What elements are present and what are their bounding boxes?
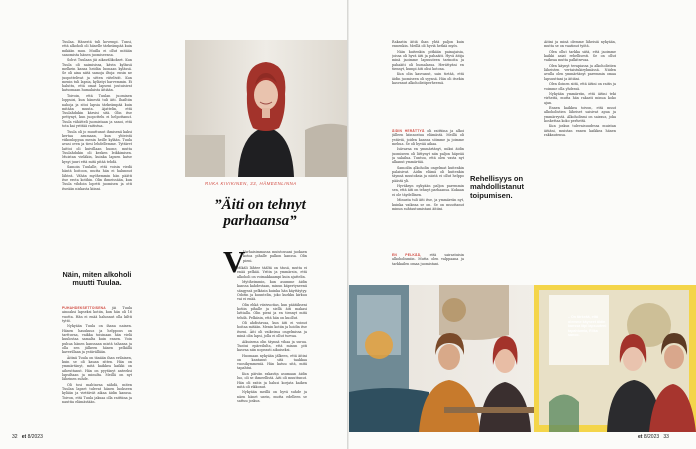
paragraph — [62, 306, 132, 323]
paragraph: Mytiheimmin, kun asumme äidin kanssa kahdestaan, minun käpertyneenä sängyssä pelkäsin kuinka hän käyttäytyy. Odotin ja kuuntelin, joko kurkku kirkuu vai ei enää. — [237, 280, 307, 302]
paragraph: Tuulaa. Hänestä tuli kovempi. Tunsi, että alkoholi oli hänelle tärkeämpää kuin mikään muu. Muilla ei ollut mitään sanomista hänen juomiseensa. — [62, 40, 132, 57]
paragraph: Hyväksyn nykyään paljon paremmin sen, että äiti on tehnyt parhaansa. Kukaan ei ole täydellinen. — [392, 184, 464, 197]
paragraph: Samoin Tuulalle, että voisin viedä häntä hoitoon, mutta hän ei halunnut lähteä. Vähän myöhemmin hän päätti itse erota kotihin. Olin ihmeissään, kun Tuula vihdoin lopetti juomisen ja otti itseään niskasta kiinni. — [62, 165, 132, 191]
right-page — [349, 0, 696, 449]
photo-caption: – On tärkeää, että olemme käyneet äidin kanssa läpi lapsuuteni tapahtumia, Riika sanoo. — [568, 315, 607, 338]
paragraph: Nykyään meillä on hyvä suhde ja näen hänet usein, mutta edelleen se sattuu joskus. — [237, 390, 307, 403]
paragraph: Aikuisena olin täynnä vihaa ja surua. Tuntui epäreilulta, että minun piti kasvaa niin nopeasti aikuiseksi. — [237, 339, 307, 353]
paragraph-text: muistossani juokaen kotoa pihalle palkon kanssa. Olin pieni. — [243, 250, 307, 263]
paragraph: Äitinä Tuula on tänään ihan erilainen, kuin se oli kauan sitten. Hän on ymmärtänyt, mitä kaikkea kaikki on aiheuttanut. Hän on pyytänyt anteeksi lapsiltaan ja minulta. Meillä on nyt läheinen suhde. — [62, 355, 132, 382]
portrait-photo — [185, 40, 347, 177]
magazine-logo: et — [21, 434, 27, 440]
page-number: 33 — [663, 434, 669, 440]
paragraph-text: oli raittiina ja alkoi jälleen kiinnostua elämästä. Meillä oli ystäviä, joiden kanssa söimme ja joimme mehua. Se oli hyvää aikaa. — [392, 129, 464, 146]
paragraph: Olen ollut tarkka siitä, että jaoimme kaikki asiat rehellisesti. Se on ollut vaikeaa mutta palkitsevaa. — [544, 49, 616, 63]
lead-in: ÄIDIN HERÄTTYÄ — [392, 129, 425, 133]
paragraph: Toivoin, että Tuulan juominen loppuisi, kun hänestä tuli äiti. Ihailtiin nahoja ja sitoi lapsia tärkeämpää kuin mitään muuta. Ajattelin, että Tuulahdukin kärsisi sitä. Olin itse pettynyt, kun juopottelu ei helpottanut. Tuula vähätteli juomistaan ja sanoi, että tota kai yrittää raitistua. — [62, 93, 132, 129]
dropcap: V — [223, 244, 246, 279]
right-col2-text — [544, 40, 616, 278]
left-col2-intro — [243, 250, 307, 264]
paragraph — [243, 250, 307, 263]
paragraph: Äitini ja minä olemme läheisiä nykyään, mutta se on vaatinut työtä. — [544, 40, 616, 49]
paragraph: Samoilin alkoholin ongelmat kuitenkin palaisivat. Äidin elämä oli kuitenkin täynnä muutoksia ja niistä ei ollut helppo päästä yli. — [392, 165, 464, 183]
paragraph: Nykyään Tuula on ihana nainen. Hänen hauskuus ja helppous on tarttuvaa, vaikka toisinaan hän vielä kuulostaa samalta kuin ennen. Voin puhua hänen kanssaan mistä tahansa ja olla sen jälkeen hänen pelkällä kaverillaan ja ystävällään. — [62, 324, 132, 355]
magazine-logo: et — [638, 434, 643, 440]
right-col1-text — [392, 40, 464, 128]
paragraph — [392, 129, 464, 146]
lead-in: Varhaisimmassa — [243, 250, 271, 254]
paragraph: Ennen kaikkea toivon, että muut alkoholistien läheiset saisivat apua ja ymmärrystä. Alkoholismi on sairaus, joka koskettaa koko perhettä. — [544, 106, 616, 123]
paragraph: Mikäli lähtee täältä on tässä, mutta ei enää pelkää. Yritin ja ymmärsin, että alkoholi on voimakkaampi kuin ajattelin. — [237, 266, 307, 279]
paragraph: Tuula oli jo muuttunut ihmisenä kaksi kertaa asumaan, kun yhteistä viikonloppua menin heille kylään. Tuula avasi oven ja tiesi lehdellemme. Tyttäret laittoi oli kuivillaan huone, mutta Tuulahdukin oli kesken leikkimisen. Muistan vieläkin, kuinka lapsen katse kysyi juuri että mitä pitää tehdä. — [62, 129, 132, 164]
paragraph: Isävarna en ymmärtänyt, miksi äidin juomiseen oli liittynyt niin paljon häpeää ja salailua. Tuntuu, että olen vasta nyt alkanut ymmärtää. — [392, 147, 464, 165]
paragraph-text: että sairastuisin alkoholismiin. Mutta olen valppaana ja tarkkailen omaa juomistani. — [392, 253, 464, 266]
right-col1b-text — [392, 129, 464, 250]
paragraph: Kun olin kasvanut, sain tietää, että äidin juomiseen oli syynsä. Hän oli itsekin kasvanut alkoholistiperheessä. — [392, 72, 464, 86]
issue-number: 8/2023 — [643, 434, 660, 440]
right-col1c-text — [392, 253, 464, 279]
folio-left — [12, 434, 43, 440]
left-col1-text — [62, 40, 132, 262]
paragraph — [392, 253, 464, 266]
paragraph: Sohvi Tuulaan jäi aikavälikokset. Kun Tuula oli naimisissa, kävin kylässä melkein kansa heidän luonaan kylässä. Se oli aina niitä samoja iltoja: ensin ne juopottelivat ja sitten riitelivät. Kun menin tuli lapsia, kylästyi harvemmin. Ei haluttu, että omat lapseni joutuisivat katsomaan humalaista äitiään. — [62, 58, 132, 93]
paragraph: Oli tosi mahtavaa nähdä, miten Tuulan lapset tulevat hänen luokseen kylään ja viettävät aikaa äidin kanssa. Toivon, että Tuula jaksaa olla raittiina ja nauttia elämästään. — [62, 382, 132, 404]
cafe-illustration — [349, 285, 696, 432]
paragraph: Nykyään ymmärrän, että äitini teki virheitä, mutta hän rakasti minua koko ajan. — [544, 92, 616, 105]
pull-quote: Rehellisyys on mahdollistanut toipumisen. — [470, 174, 525, 200]
left-col1b-text — [62, 306, 132, 431]
paragraph: Minusta tuli äiti itse, ja ymmärrän nyt, kuinka vaikeaa se on. Se on muuttanut minun suhtautumistani äitiini. — [392, 198, 464, 211]
paragraph: Olen iloinen siitä, että äitini on raitis ja voimme olla yhdessä. — [544, 82, 616, 91]
byline: RIIKA KIVIKINEN, 33, HÄMEENLINNA — [205, 181, 297, 186]
paragraph: Oli ahdistavaa, kun äiti ei voinut hoitaa mitään. Menin kotiin ja hoidin itse itseni. Äiti oli vaikeissa ongelmissa ja minä olin lapsi, jolla ei ollut turvaa. — [237, 321, 307, 339]
paragraph: Olen käynyt terapiassa ja alkoholistien läheisten vertaistukiryhmässä. Niiden avulla olen ymmärtänyt paremmin omaa lapsuuttani ja äitiäni. — [544, 63, 616, 81]
lead-in: EN PELKÄÄ, — [392, 253, 422, 257]
page-number: 32 — [12, 434, 18, 440]
lead-in: PUHAHDEKSETTOISENA — [62, 306, 106, 310]
paragraph: Kun joskus tulevaisuudessa muistan äitiäni, muistan ennen kaikkea hänen rakkautensa. — [544, 124, 616, 138]
left-page — [0, 0, 347, 449]
folio-right — [638, 434, 669, 440]
cafe-photo — [349, 285, 696, 432]
paragraph: Näin kuitenkin pitkään painajaisia, joissa oli hyvä äiti ja pahaäiti. Hyvä äitija minä jaoimme lapsuuteen tarinoita ja pahaäiti oli humalassa. Herättyäni en tiennyt, kumpi äiti olisi kotona. — [392, 49, 464, 71]
subhead-alcohol: Näin, miten alkoholi muutti Tuulaa. — [62, 270, 132, 288]
paragraph: Kun päivän rakastin asumaan äidin luo, oli se ihmeellistä. Äiti oli muuttunut. Hän oli raitis ja halusi korjata kaiken mitä oli rikkonut. — [237, 371, 307, 389]
paragraph: Olin ehkä viisivuotias, kun päätäkseni kotiin pihalle ja siellä äiti makasi lattialla. Olin pieni ja en tiennyt mitä tehdä. Pelkäsin, että hän on kuollut. — [237, 302, 307, 320]
left-col2-text — [237, 266, 307, 431]
paragraph: Huomaan nykyään jälkeen, että äitini on kantanut sitä taakkaa vuosikymmeniä. Hän katuu sitä, mitä tapahtui. — [237, 353, 307, 371]
paragraph: Rakastin äitiä ihan yhtä paljon kuin ennenkin. Meillä oli hyviä hetkiä myös. — [392, 40, 464, 49]
portrait-illustration — [185, 40, 347, 177]
headline: ”Äiti on tehnyt parhaansa” — [214, 197, 306, 229]
issue-number: 8/2023 — [27, 434, 43, 440]
paragraph-text: jäi Tuula ainoaksi lapseksi kotiin, kun hän oli 16 vuotta. Hän ei enää halunnut olla kiltti tyttö. — [62, 306, 132, 323]
